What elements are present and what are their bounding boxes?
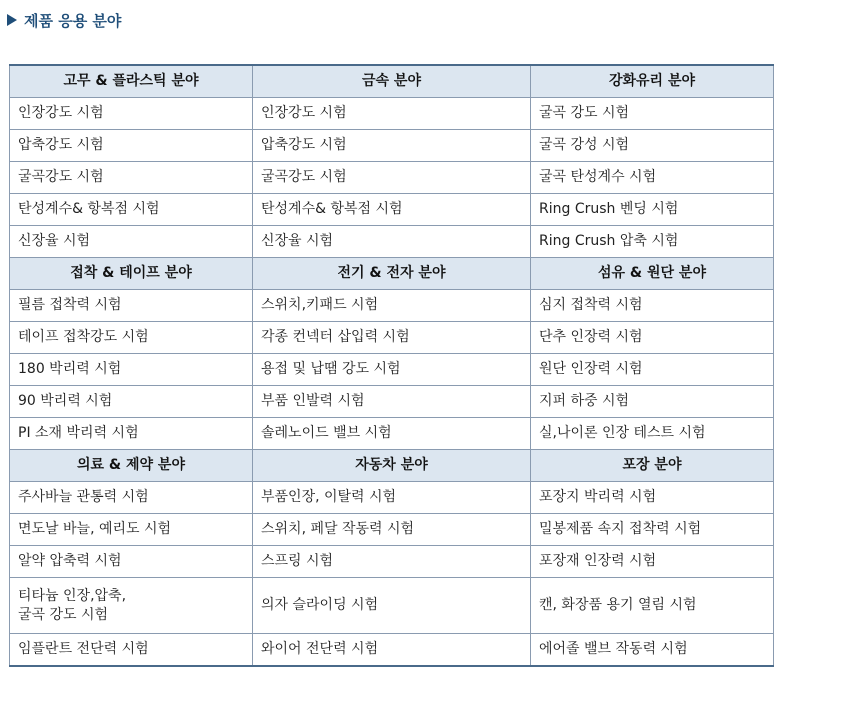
table-cell: 압축강도 시험: [253, 130, 531, 162]
table-cell: 부품 인발력 시험: [253, 386, 531, 418]
table-cell: 부품인장, 이탈력 시험: [253, 482, 531, 514]
table-cell: 면도날 바늘, 예리도 시험: [10, 514, 253, 546]
category-header: 접착 & 테이프 분야: [10, 258, 253, 290]
table-cell: 단추 인장력 시험: [531, 322, 774, 354]
category-header: 포장 분야: [531, 450, 774, 482]
table-cell: 알약 압축력 시험: [10, 546, 253, 578]
table-cell: 포장지 박리력 시험: [531, 482, 774, 514]
application-table: [9, 64, 774, 667]
table-cell: 원단 인장력 시험: [531, 354, 774, 386]
table-row: [10, 634, 774, 667]
table-cell-multiline: 티타늄 인장,압축, 굴곡 강도 시험: [10, 578, 253, 634]
table-cell: 용접 및 납땜 강도 시험: [253, 354, 531, 386]
category-header-row: [10, 65, 774, 98]
table-cell: 굴곡강도 시험: [253, 162, 531, 194]
section-title: [7, 8, 121, 32]
table-cell: 신장율 시험: [253, 226, 531, 258]
table-cell: 탄성계수& 항복점 시험: [10, 194, 253, 226]
table-row: [10, 386, 774, 418]
table-cell: Ring Crush 벤딩 시험: [531, 194, 774, 226]
table-row: [10, 226, 774, 258]
category-header: 금속 분야: [253, 65, 531, 98]
section-title-text: 제품 응용 분야: [24, 11, 122, 30]
table-cell: 스프링 시험: [253, 546, 531, 578]
table-cell: 지퍼 하중 시험: [531, 386, 774, 418]
table-cell: 각종 컨넥터 삽입력 시험: [253, 322, 531, 354]
table-row: [10, 162, 774, 194]
table-row: [10, 322, 774, 354]
table-cell: 심지 접착력 시험: [531, 290, 774, 322]
table-row: [10, 418, 774, 450]
table-cell: 압축강도 시험: [10, 130, 253, 162]
table-cell: 스위치,키패드 시험: [253, 290, 531, 322]
table-cell: 에어졸 밸브 작동력 시험: [531, 634, 774, 667]
table-row: [10, 290, 774, 322]
table-cell: 와이어 전단력 시험: [253, 634, 531, 667]
category-header: 강화유리 분야: [531, 65, 774, 98]
table-cell: Ring Crush 압축 시험: [531, 226, 774, 258]
category-header: 전기 & 전자 분야: [253, 258, 531, 290]
table-row: [10, 482, 774, 514]
table-cell: 밀봉제품 속지 접착력 시험: [531, 514, 774, 546]
table-row: [10, 546, 774, 578]
table-cell: 굴곡강도 시험: [10, 162, 253, 194]
category-header: 고무 & 플라스틱 분야: [10, 65, 253, 98]
table-cell: 굴곡 강성 시험: [531, 130, 774, 162]
table-cell: 탄성계수& 항복점 시험: [253, 194, 531, 226]
table-cell: PI 소재 박리력 시험: [10, 418, 253, 450]
table-cell: 캔, 화장품 용기 열림 시험: [531, 578, 774, 634]
table-cell: 솔레노이드 밸브 시험: [253, 418, 531, 450]
table-cell: 스위치, 페달 작동력 시험: [253, 514, 531, 546]
table-cell: 테이프 접착강도 시험: [10, 322, 253, 354]
category-header: 의료 & 제약 분야: [10, 450, 253, 482]
table-row: [10, 578, 774, 634]
table-row: [10, 514, 774, 546]
table-cell: 임플란트 전단력 시험: [10, 634, 253, 667]
category-header-row: [10, 258, 774, 290]
table-cell: 실,나이론 인장 테스트 시험: [531, 418, 774, 450]
category-header: 자동차 분야: [253, 450, 531, 482]
table-row: [10, 130, 774, 162]
triangle-bullet-icon: [7, 14, 17, 26]
table-row: [10, 98, 774, 130]
table-cell: 180 박리력 시험: [10, 354, 253, 386]
category-header: 섬유 & 원단 분야: [531, 258, 774, 290]
table-cell: 90 박리력 시험: [10, 386, 253, 418]
table-cell: 인장강도 시험: [253, 98, 531, 130]
table-cell: 인장강도 시험: [10, 98, 253, 130]
table-cell: 굴곡 탄성계수 시험: [531, 162, 774, 194]
table-cell: 포장재 인장력 시험: [531, 546, 774, 578]
category-header-row: [10, 450, 774, 482]
table-cell: 필름 접착력 시험: [10, 290, 253, 322]
table-row: [10, 194, 774, 226]
table-row: [10, 354, 774, 386]
table-cell: 굴곡 강도 시험: [531, 98, 774, 130]
table-cell: 주사바늘 관통력 시험: [10, 482, 253, 514]
table-cell: 의자 슬라이딩 시험: [253, 578, 531, 634]
table-cell: 신장율 시험: [10, 226, 253, 258]
